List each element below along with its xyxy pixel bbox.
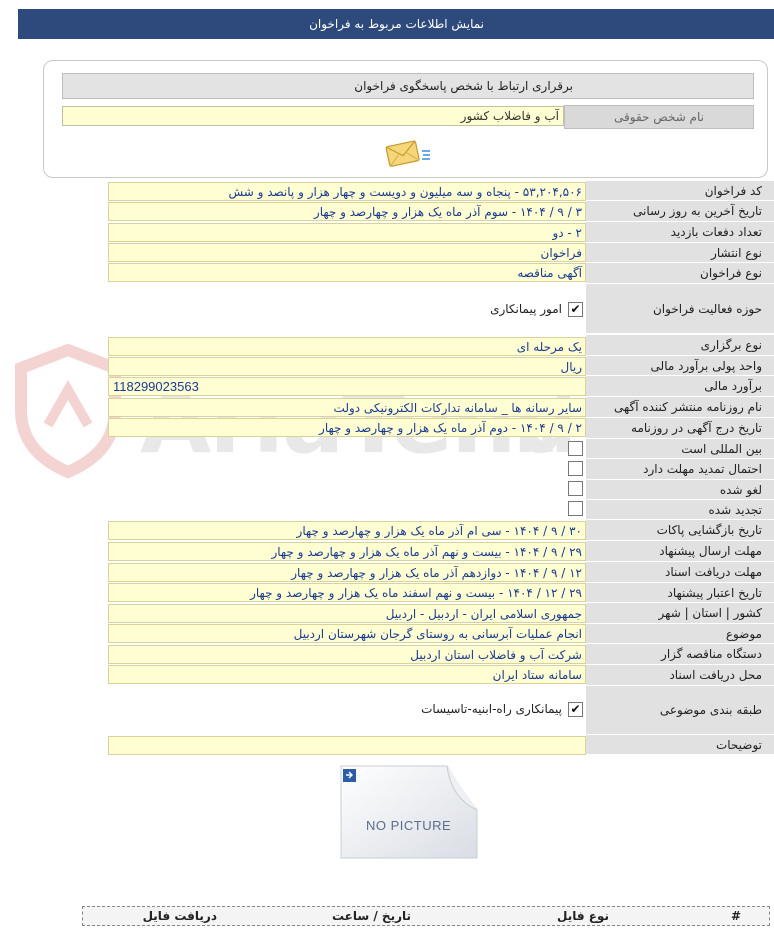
value-currency	[108, 357, 586, 376]
page-title: نمایش اطلاعات مربوط به فراخوان	[309, 17, 484, 31]
label-doc-place	[586, 665, 774, 686]
label-publish-type	[586, 243, 774, 263]
value-text: انجام عملیات آبرسانی به روستای گرجان شهرستان اردبیل	[293, 626, 582, 641]
value-doc-deadline	[108, 563, 586, 582]
label-text: مهلت دریافت اسناد	[664, 565, 762, 579]
contact-person-button[interactable]	[62, 73, 754, 99]
value-text: جمهوری اسلامی ایران - اردبیل - اردبیل	[385, 606, 582, 621]
international-checkbox[interactable]	[568, 441, 583, 456]
label-cancelled	[586, 480, 774, 500]
legal-entity-label	[564, 105, 754, 129]
value-proposal-deadline	[108, 542, 586, 561]
label-renewed	[586, 500, 774, 520]
label-proposal-deadline	[586, 541, 774, 562]
label-newspaper-date	[586, 418, 774, 439]
value-text: فراخوان	[540, 245, 582, 260]
value-text: سامانه ستاد ایران	[492, 667, 582, 682]
label-text: نام روزنامه منتشر کننده آگهی	[613, 400, 762, 414]
label-text: موضوع	[725, 626, 762, 641]
category-option: پیمانکاری راه-ابنیه-تاسیسات	[421, 702, 562, 716]
label-currency	[586, 356, 774, 376]
label-activity-area	[586, 284, 774, 334]
page-header	[18, 9, 774, 39]
label-call-type	[586, 263, 774, 284]
label-text: احتمال تمدید مهلت دارد	[643, 462, 762, 476]
label-visits	[586, 222, 774, 243]
value-text: ۲۹ / ۱۲ / ۱۴۰۴ - بیست و نهم اسفند ماه یک هزار و چهارصد و چهار	[250, 585, 582, 600]
value-text: ۳۰ / ۹ / ۱۴۰۴ - سی ام آذر ماه یک هزار و چهارصد و چهار	[296, 523, 582, 538]
legal-entity-value	[62, 106, 564, 126]
label-holding-type	[586, 335, 774, 356]
renewed-checkbox[interactable]	[568, 501, 583, 516]
value-newspaper-date	[108, 418, 586, 437]
label-text: محل دریافت اسناد	[669, 668, 762, 682]
value-newspaper	[108, 398, 586, 417]
label-text: برآورد مالی	[704, 379, 762, 393]
label-last-update	[586, 201, 774, 222]
value-call-code	[108, 182, 586, 201]
label-subject	[586, 624, 774, 644]
contact-person-label: برقراری ارتباط با شخص پاسخگوی فراخوان	[354, 79, 573, 93]
value-text: 118299023563	[113, 379, 199, 394]
value-text: سایر رسانه ها _ سامانه تدارکات الکترونیکی دولت	[333, 400, 582, 415]
value-publish-type	[108, 243, 586, 262]
value-subject	[108, 624, 586, 643]
value-organizer	[108, 645, 586, 664]
value-text: ۲۹ / ۹ / ۱۴۰۴ - بیست و نهم آذر ماه یک هزار و چهارصد و چهار	[271, 544, 582, 559]
value-text: آگهی مناقصه	[517, 265, 582, 280]
label-text: کشور | استان | شهر	[658, 606, 762, 620]
cancelled-checkbox[interactable]	[568, 481, 583, 496]
category-checkbox[interactable]: ✔	[568, 702, 583, 717]
col-datetime: تاریخ / ساعت	[331, 909, 411, 923]
label-text: نوع فراخوان	[700, 266, 762, 280]
label-organizer	[586, 644, 774, 665]
label-text: بین المللی است	[681, 441, 762, 456]
value-last-update	[108, 202, 586, 221]
col-download: دریافت فایل	[142, 909, 217, 923]
value-visits	[108, 223, 586, 242]
label-text: مهلت ارسال پیشنهاد	[659, 544, 762, 558]
label-category	[586, 686, 774, 735]
value-call-type	[108, 263, 586, 282]
value-text: یک مرحله ای	[516, 339, 582, 354]
value-validity	[108, 583, 586, 602]
label-validity	[586, 583, 774, 603]
value-text: ۳ / ۹ / ۱۴۰۴ - سوم آذر ماه یک هزار و چهارصد و چهار	[313, 204, 582, 219]
label-text: تاریخ بازگشایی پاکات	[656, 523, 762, 537]
label-newspaper	[586, 397, 774, 418]
no-picture-image	[335, 762, 480, 862]
label-text: تاریخ آخرین به روز رسانی	[633, 204, 762, 218]
value-holding-type	[108, 337, 586, 356]
label-text: تاریخ درج آگهی در روزنامه	[631, 421, 762, 435]
value-text: ۵۳,۲۰۴,۵۰۶ - پنجاه و سه میلیون و دویست و چهار هزار و پانصد و شش	[228, 184, 582, 199]
label-text: نوع انتشار	[711, 245, 762, 260]
label-text: تاریخ اعتبار پیشنهاد	[667, 585, 762, 600]
label-text: تجدید شده	[708, 502, 762, 517]
col-file-type: نوع فایل	[557, 909, 609, 923]
value-text: شرکت آب و فاضلاب استان اردبیل	[410, 647, 582, 662]
label-doc-deadline	[586, 562, 774, 583]
files-table-header	[82, 906, 770, 926]
label-text: واحد پولی برآورد مالی	[650, 358, 762, 373]
label-estimate	[586, 376, 774, 397]
value-doc-place	[108, 665, 586, 684]
envelope-icon[interactable]	[384, 137, 432, 171]
label-text: تعداد دفعات بازدید	[670, 225, 762, 239]
label-text: کد فراخوان	[704, 183, 762, 198]
value-text: ۲ / ۹ / ۱۴۰۴ - دوم آذر ماه یک هزار و چهارصد و چهار	[319, 420, 582, 435]
value-text: ۱۲ / ۹ / ۱۴۰۴ - دوازدهم آذر ماه یک هزار و چهارصد و چهار	[291, 565, 582, 580]
value-location	[108, 604, 586, 623]
value-text: ۲ - دو	[552, 225, 582, 240]
value-envelope-opening	[108, 521, 586, 540]
label-text: نوع برگزاری	[700, 338, 762, 352]
legal-entity-value-text: آب و فاضلاب کشور	[460, 109, 559, 123]
legal-entity-label-text: نام شخص حقوقی	[614, 110, 704, 124]
label-envelope-opening	[586, 520, 774, 541]
label-text: طبقه بندی موضوعی	[659, 703, 762, 717]
activity-area-option: امور پیمانکاری	[490, 302, 562, 316]
label-description	[586, 735, 774, 755]
label-text: لغو شده	[719, 482, 762, 497]
label-text: دستگاه مناقصه گزار	[661, 647, 762, 661]
no-picture-text: NO PICTURE	[366, 818, 452, 833]
label-international	[586, 439, 774, 459]
value-description	[108, 736, 586, 755]
value-text: ریال	[560, 359, 582, 374]
value-estimate	[108, 377, 586, 396]
label-extension	[586, 459, 774, 480]
label-call-code	[586, 181, 774, 201]
label-text: حوزه فعالیت فراخوان	[652, 301, 762, 316]
label-text: توضیحات	[715, 737, 762, 752]
col-index: #	[730, 909, 741, 923]
label-location	[586, 603, 774, 624]
activity-area-checkbox[interactable]: ✔	[568, 302, 583, 317]
extension-checkbox[interactable]	[568, 461, 583, 476]
